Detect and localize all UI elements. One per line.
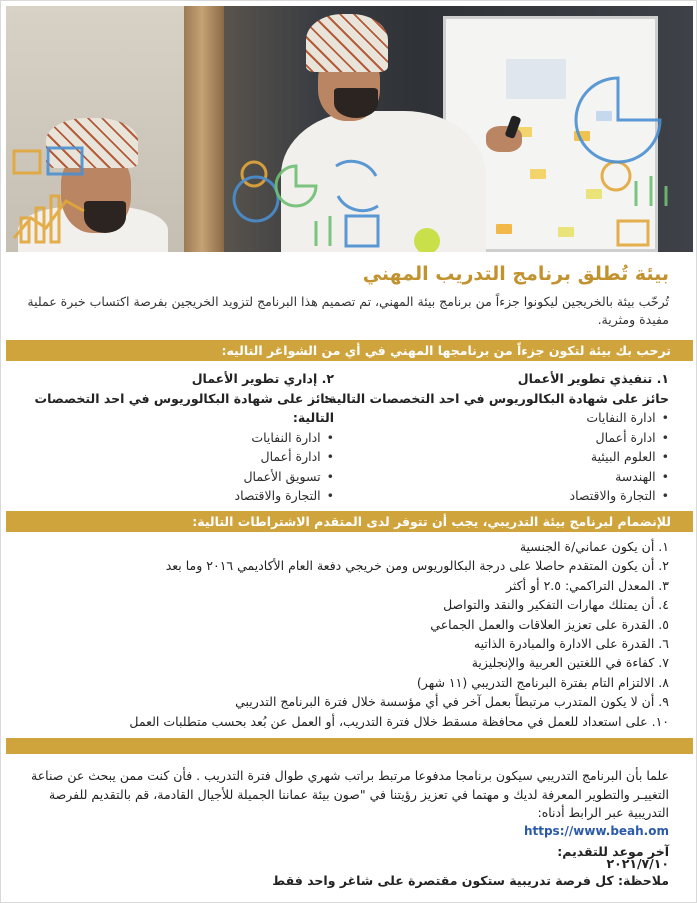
deadline-label: آخر موعد للتقديم: — [557, 844, 669, 859]
position-1 — [324, 369, 669, 506]
requirements-banner — [6, 511, 693, 532]
position-2 — [24, 369, 334, 506]
deadline-date: ٢٠٢١/٧/١٠ — [606, 856, 669, 871]
position-1-heading: ١. تنفيذي تطوير الأعمال — [517, 371, 669, 386]
presentation-icon — [346, 216, 378, 246]
requirement-item: ١٠. على استعداد للعمل في محافظة مسقط خلال فترة التدريب، أو العمل عن بُعد بحسب متطلبات العمل — [129, 713, 669, 729]
pin-icon — [602, 162, 630, 190]
pie-segment-icon — [276, 166, 316, 206]
requirement-item: ١. أن يكون عماني/ة الجنسية — [519, 539, 669, 554]
hero-photo — [6, 6, 693, 252]
position-1-requirement: حائز على شهادة البكالوريوس في احد التخصصات التالية: — [324, 390, 669, 406]
positions-section — [24, 369, 669, 504]
list-item: • التجارة والاقتصاد — [24, 486, 334, 506]
stopwatch-icon — [234, 177, 278, 221]
pie-chart-icon — [576, 78, 660, 162]
refresh-icon — [336, 161, 378, 210]
calendar-icon — [14, 151, 40, 173]
requirements-list — [24, 537, 669, 731]
requirement-item: ٦. القدرة على الادارة والمبادرة الذاتيه — [473, 636, 669, 652]
requirement-item: ٣. المعدل التراكمي: ٢.٥ أو أكثر — [506, 577, 669, 593]
positions-banner-text: ترحب بك بيئة لتكون جزءاً من برنامجها المهني في أي من الشواغر التاليه: — [221, 343, 671, 358]
gear-icon — [242, 162, 266, 186]
positions-banner — [6, 340, 693, 361]
position-1-majors — [324, 408, 669, 506]
list-item: • العلوم البيئية — [324, 447, 669, 467]
requirement-item: ٨. الالتزام التام بفترة البرنامج التدريبي (١١ شهر) — [416, 674, 669, 690]
list-item: • الهندسة — [324, 467, 669, 487]
position-2-requirement: حائز على شهادة البكالوريوس في احد التخصصات التالية: — [34, 390, 334, 425]
list-item: • تسويق الأعمال — [24, 467, 334, 487]
intro-paragraph: تُرحّب بيئة بالخريجين ليكونوا جزءاً من برنامج بيئة المهني، تم تصميم هذا البرنامج لتزويد الخريجين بفرصة اكتساب خبرة عملية مفيدة ومثرية. — [27, 294, 669, 327]
list-item: • ادارة أعمال — [324, 428, 669, 448]
requirement-item: ٧. كفاءة في اللغتين العربية والإنجليزية — [471, 655, 669, 671]
footer-paragraph: علما بأن البرنامج التدريبي سيكون برنامجا مدفوعا مرتبط براتب شهري طوال فترة التدريب . فأن كنت ممن يبحث عن صناعة التغييـر والتطوير المعرفة لديك و مهتما في تعزيز رؤيتنا في "صون بيئة عماننا الجميلة للأجيال القادمة، قم بالتقديم للفرصة التدريبية عبر الرابط أدناه: — [31, 768, 669, 820]
divider-banner — [6, 738, 693, 754]
position-2-majors — [24, 428, 334, 506]
position-2-heading: ٢. إداري تطوير الأعمال — [191, 371, 334, 386]
requirement-item: ٢. أن يكون المتقدم حاصلا على درجة البكالوريوس ومن خريجي دفعة العام الأكاديمي ٢٠١٦ وما بعد — [165, 558, 669, 574]
board-chart-icon — [48, 148, 82, 174]
list-item: • ادارة النفايات — [324, 408, 669, 428]
business-icons-overlay — [6, 6, 693, 252]
requirement-item: ٩. أن لا يكون المتدرب مرتبطاً بعمل آخر في أي مؤسسة خلال فترة البرنامج التدريبي — [235, 694, 669, 710]
list-item: • ادارة النفايات — [24, 428, 334, 448]
apply-link[interactable]: https://www.beah.om — [523, 824, 669, 838]
list-item: • التجارة والاقتصاد — [324, 486, 669, 506]
requirements-banner-text: للإنضمام لبرنامج بيئة التدريبي، يجب أن تتوفر لدى المتقدم الاشتراطات التالية: — [192, 514, 671, 529]
note-text: ملاحظة: كل فرصة تدريبية ستكون مقتصرة على شاغر واحد فقط — [272, 873, 669, 888]
requirement-item: ٤. أن يمتلك مهارات التفكير والنقد والتواصل — [443, 597, 669, 613]
list-item: • ادارة أعمال — [24, 447, 334, 467]
requirement-item: ٥. القدرة على تعزيز العلاقات والعمل الجماعي — [430, 616, 669, 632]
page-title: بيئة تُطلق برنامج التدريب المهني — [362, 263, 669, 285]
